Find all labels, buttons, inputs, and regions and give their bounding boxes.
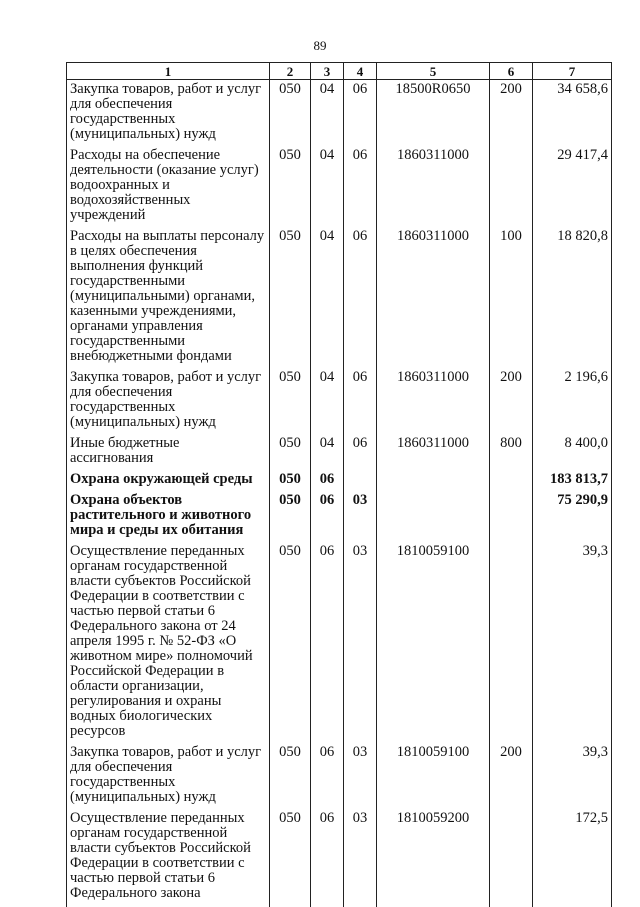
page-number: 89 [0,38,640,54]
row-name: Закупка товаров, работ и услуг для обеспечения государственных (муниципальных) нужд [67,368,270,434]
table-row [67,743,612,809]
table-row [67,146,612,227]
table-row [67,80,612,147]
row-amount: 34 658,6 [533,80,612,147]
row-csr [377,491,490,542]
row-pr: 06 [344,80,377,147]
table-row [67,227,612,368]
row-vr: 100 [490,227,533,368]
row-pr: 03 [344,809,377,907]
row-csr: 18500R0650 [377,80,490,147]
row-name: Осуществление переданных органам государственной власти субъектов Российской Федерации в соответствии с частью первой статьи 6 Федерального закона от 24 апреля 1995 г. № 52-ФЗ «О животном мире» полномочий Российской Федерации в области организации, регулирования и охраны водных биологических ресурсов [67,542,270,743]
table-row [67,368,612,434]
row-rz: 04 [311,80,344,147]
row-name: Охрана окружающей среды [67,470,270,491]
column-header: 3 [311,63,344,80]
row-rz: 06 [311,491,344,542]
row-rz: 06 [311,542,344,743]
row-name: Осуществление переданных органам государственной власти субъектов Российской Федерации в соответствии с частью первой статьи 6 Федерального закона [67,809,270,907]
row-amount: 2 196,6 [533,368,612,434]
row-amount: 29 417,4 [533,146,612,227]
budget-table [66,62,612,907]
row-pr: 03 [344,542,377,743]
row-csr: 1810059100 [377,542,490,743]
row-ved: 050 [270,809,311,907]
row-ved: 050 [270,434,311,470]
row-csr: 1860311000 [377,434,490,470]
row-rz: 06 [311,743,344,809]
row-pr: 03 [344,491,377,542]
row-vr: 200 [490,368,533,434]
row-vr [490,146,533,227]
row-csr: 1860311000 [377,227,490,368]
row-amount: 39,3 [533,542,612,743]
row-ved: 050 [270,368,311,434]
row-rz: 04 [311,434,344,470]
row-csr [377,470,490,491]
table-row [67,491,612,542]
row-pr [344,470,377,491]
row-ved: 050 [270,743,311,809]
row-name: Расходы на выплаты персоналу в целях обеспечения выполнения функций государственными (муниципальными) органами, казенными учреждениями, органами управления государственными внебюджетными фондами [67,227,270,368]
row-ved: 050 [270,542,311,743]
row-pr: 06 [344,146,377,227]
column-header: 1 [67,63,270,80]
table-row [67,542,612,743]
row-ved: 050 [270,146,311,227]
row-ved: 050 [270,227,311,368]
row-vr: 200 [490,80,533,147]
row-vr [490,809,533,907]
row-vr [490,542,533,743]
row-amount: 39,3 [533,743,612,809]
row-rz: 04 [311,368,344,434]
row-ved: 050 [270,491,311,542]
row-csr: 1810059200 [377,809,490,907]
row-pr: 06 [344,434,377,470]
row-rz: 06 [311,809,344,907]
row-name: Закупка товаров, работ и услуг для обеспечения государственных (муниципальных) нужд [67,80,270,147]
table-body [67,80,612,907]
row-ved: 050 [270,80,311,147]
row-amount: 18 820,8 [533,227,612,368]
row-csr: 1860311000 [377,146,490,227]
row-amount: 75 290,9 [533,491,612,542]
row-pr: 06 [344,227,377,368]
row-rz: 04 [311,146,344,227]
row-csr: 1810059100 [377,743,490,809]
table-row [67,434,612,470]
row-pr: 03 [344,743,377,809]
row-pr: 06 [344,368,377,434]
row-amount: 172,5 [533,809,612,907]
column-header: 4 [344,63,377,80]
row-name: Расходы на обеспечение деятельности (оказание услуг) водоохранных и водохозяйственных учреждений [67,146,270,227]
table-row [67,809,612,907]
column-header: 6 [490,63,533,80]
row-rz: 06 [311,470,344,491]
row-amount: 183 813,7 [533,470,612,491]
column-header: 2 [270,63,311,80]
header-row [67,63,612,80]
row-vr [490,470,533,491]
row-vr [490,491,533,542]
row-name: Закупка товаров, работ и услуг для обеспечения государственных (муниципальных) нужд [67,743,270,809]
row-amount: 8 400,0 [533,434,612,470]
column-header: 5 [377,63,490,80]
row-ved: 050 [270,470,311,491]
row-name: Охрана объектов растительного и животного мира и среды их обитания [67,491,270,542]
row-name: Иные бюджетные ассигнования [67,434,270,470]
row-vr: 800 [490,434,533,470]
row-csr: 1860311000 [377,368,490,434]
row-rz: 04 [311,227,344,368]
table-row [67,470,612,491]
row-vr: 200 [490,743,533,809]
column-header: 7 [533,63,612,80]
